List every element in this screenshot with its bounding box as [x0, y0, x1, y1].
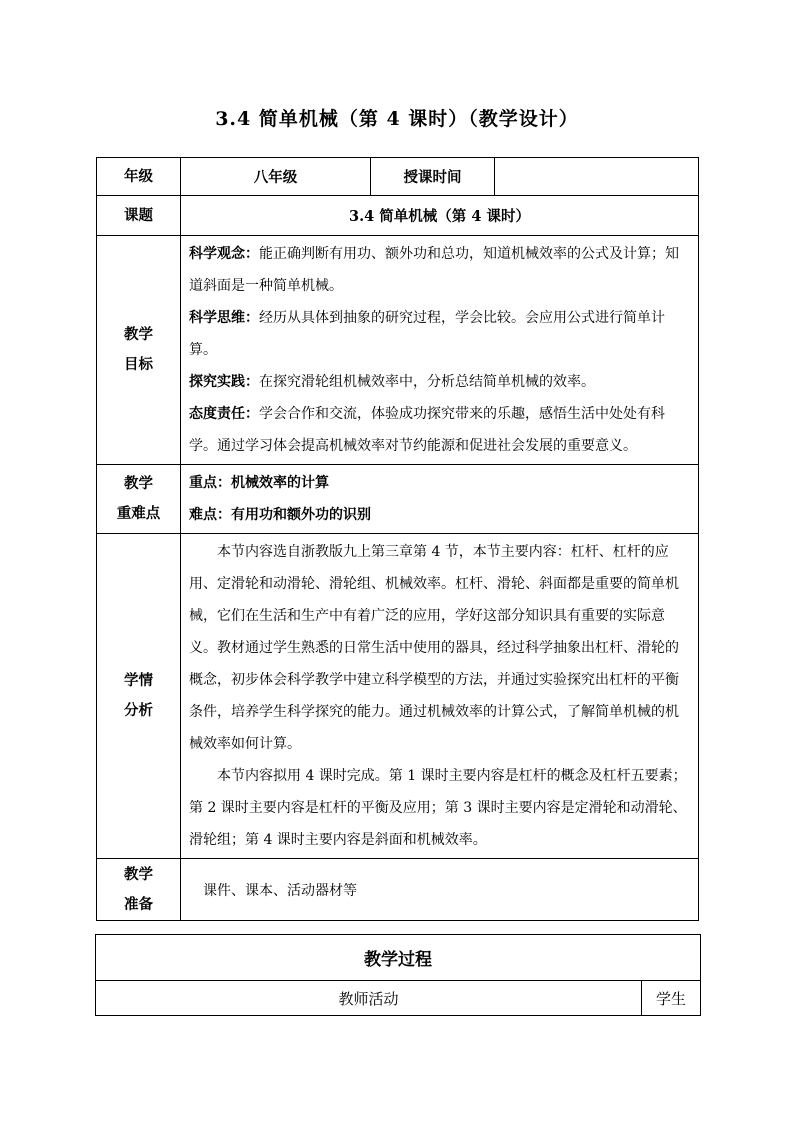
- topic-value: 3.4 简单机械（第 4 课时）: [181, 196, 699, 236]
- process-title-row: [96, 935, 701, 981]
- goal-item: 探究实践：在探究滑轮组机械效率中，分析总结简单机械的效率。: [189, 374, 595, 390]
- analysis-label-line-2: 分析: [124, 702, 153, 719]
- time-value: [495, 158, 699, 196]
- keypoints-label-line-1: 教学: [124, 475, 153, 492]
- teaching-process-table: [95, 934, 701, 1016]
- keypoints-label: [97, 465, 181, 534]
- keypoints-label-line-2: 重难点: [116, 505, 161, 522]
- prep-label-line-2: 准备: [124, 895, 153, 913]
- keypoint-item: 难点：有用功和额外功的识别: [189, 507, 371, 523]
- teacher-activity-header: 教师活动: [96, 981, 642, 1016]
- goals-label: [97, 236, 181, 465]
- prep-label: [97, 859, 181, 921]
- prep-value: 课件、课本、活动器材等: [181, 859, 699, 921]
- analysis-content: [181, 534, 699, 859]
- grade-row: [97, 158, 699, 196]
- student-header: 学生: [642, 981, 701, 1016]
- analysis-label-line-1: 学情: [124, 672, 153, 689]
- analysis-paragraph: 本节内容拟用 4 课时完成。第 1 课时主要内容是杠杆的概念及杠杆五要素；第 2 课时主要内容是杠杆的平衡及应用；第 3 课时主要内容是定滑轮和动滑轮、滑轮组；第 4 课时主要内容是斜面和机械效率。: [189, 768, 687, 848]
- goals-content: [181, 236, 699, 465]
- keypoint-item: 重点：机械效率的计算: [189, 475, 329, 491]
- goal-item: 科学思维：经历从具体到抽象的研究过程，学会比较。会应用公式进行简单计算。: [189, 310, 665, 358]
- goals-label-line-2: 目标: [124, 356, 153, 373]
- goals-row: [97, 236, 699, 465]
- prep-label-line-1: 教学: [124, 865, 153, 883]
- time-label: 授课时间: [371, 158, 495, 196]
- prep-row: [97, 859, 699, 921]
- topic-label: 课题: [97, 196, 181, 236]
- analysis-row: [97, 534, 699, 859]
- goal-item: 科学观念：能正确判断有用功、额外功和总功，知道机械效率的公式及计算；知道斜面是一种简单机械。: [189, 246, 679, 294]
- lesson-info-table: [96, 157, 699, 921]
- goals-label-line-1: 教学: [124, 326, 153, 343]
- keypoints-content: [181, 465, 699, 534]
- grade-value: 八年级: [181, 158, 371, 196]
- process-title: 教学过程: [96, 935, 701, 981]
- topic-row: [97, 196, 699, 236]
- process-header-row: [96, 981, 701, 1016]
- grade-label: 年级: [97, 158, 181, 196]
- analysis-paragraph: 本节内容选自浙教版九上第三章第 4 节，本节主要内容：杠杆、杠杆的应用、定滑轮和动滑轮、滑轮组、机械效率。杠杆、滑轮、斜面都是重要的简单机械，它们在生活和生产中有着广泛的应用，学好这部分知识具有重要的实际意义。教材通过学生熟悉的日常生活中使用的器具，经过科学抽象出杠杆、滑轮的概念，初步体会科学教学中建立科学模型的方法，并通过实验探究出杠杆的平衡条件，培养学生科学探究的能力。通过机械效率的计算公式，了解简单机械的机械效率如何计算。: [189, 544, 679, 752]
- page-title: 3.4 简单机械（第 4 课时）（教学设计）: [215, 108, 579, 130]
- analysis-label: [97, 534, 181, 859]
- keypoints-row: [97, 465, 699, 534]
- goal-item: 态度责任：学会合作和交流，体验成功探究带来的乐趣，感悟生活中处处有科学。通过学习体会提高机械效率对节约能源和促进社会发展的重要意义。: [189, 406, 665, 454]
